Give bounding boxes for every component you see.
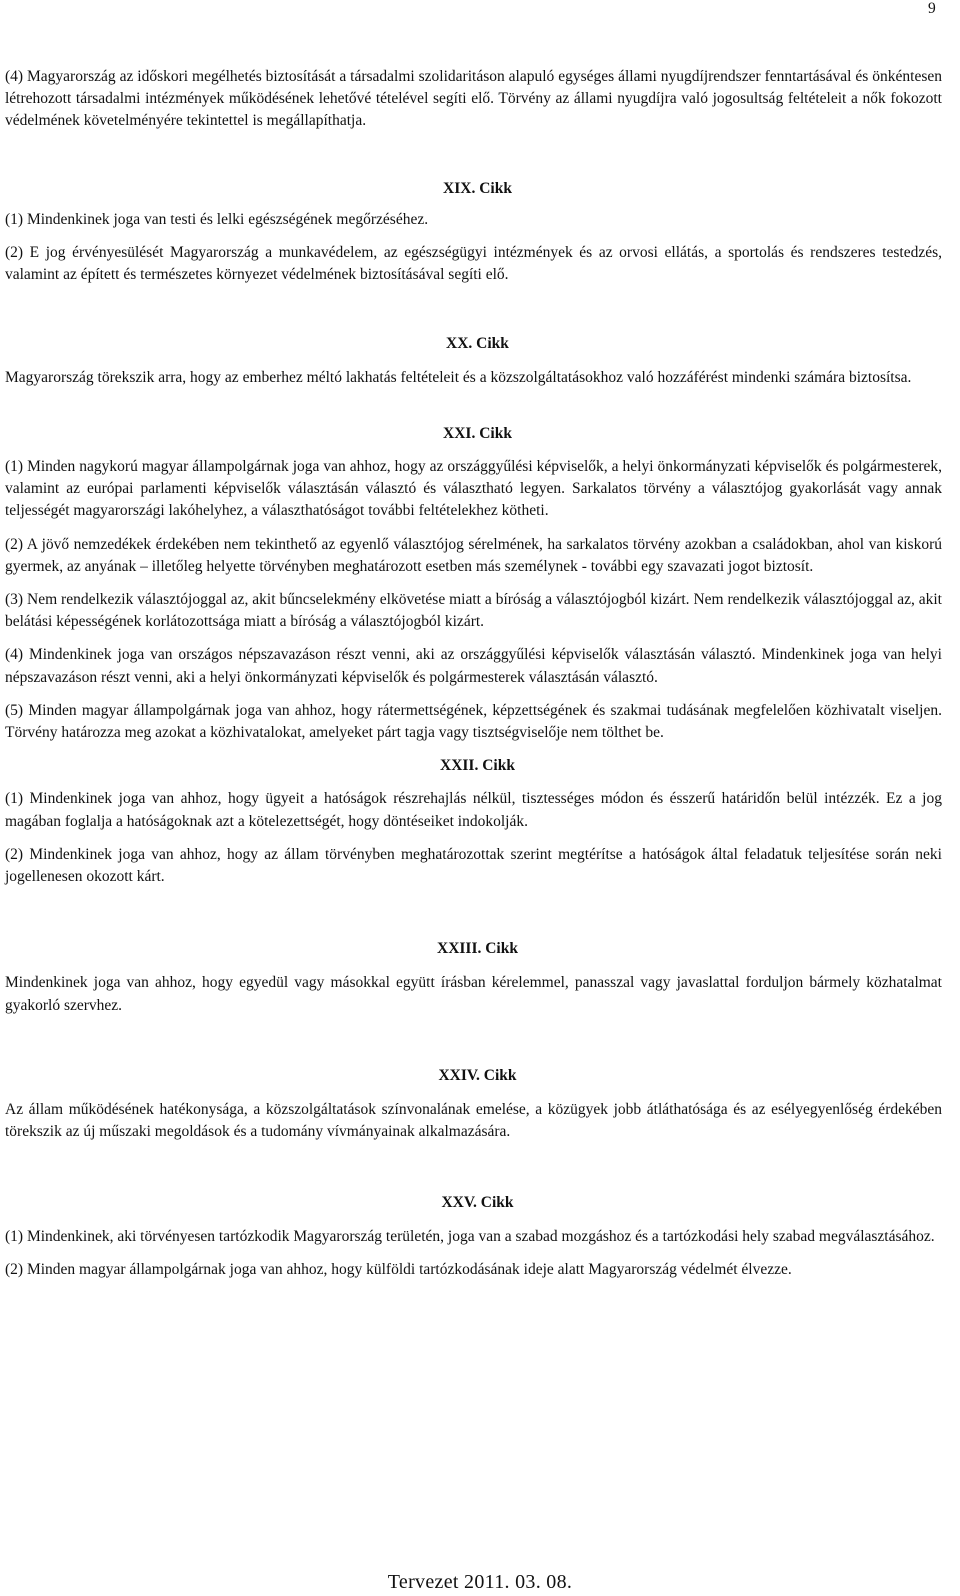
article-xix: [5, 178, 942, 287]
article-xxii: [5, 755, 942, 888]
article-paragraph: (5) Minden magyar állampolgárnak joga van ahhoz, hogy rátermettségének, képzettségének és szakmai tudásának megfelelően közhivatalt viseljen. Törvény határozza meg azokat a közhivatalokat, amelyeket párt tagja vagy tisztségviselője nem tölthet be.: [5, 701, 942, 742]
article-paragraph: (2) A jövő nemzedékek érdekében nem tekinthető az egyenlő választójog sérelmének, ha sarkalatos törvény azokban a családokban, ahol van kiskorú gyermek, az anyának – illetőleg helyette törvényben meghatározott esetben más személynek - további egy szavazati jogot biztosít.: [5, 535, 942, 575]
article-xxi: [5, 423, 942, 744]
article-paragraph: (1) Minden nagykorú magyar állampolgárnak joga van ahhoz, hogy az országgyűlési képviselők, a helyi önkormányzati képviselők és polgármesterek, valamint az európai parlamenti képviselők választásán választó és választható legyen. Sarkalatos törvény a választójog gyakorlását vagy annak teljességét magyarországi lakóhelyhez, a választhatóságot további feltételekhez kötheti.: [5, 458, 942, 520]
article-paragraph: (3) Nem rendelkezik választójoggal az, akit bűncselekmény elkövetése miatt a bíróság a választójogból kizárt. Nem rendelkezik választójoggal az, akit belátási képességének korlátozottsága miatt a bíróság a választójogból kizárt.: [5, 591, 942, 631]
article-paragraph: (1) Mindenkinek joga van testi és lelki egészségének megőrzéséhez.: [5, 210, 429, 228]
article-paragraph: Az állam működésének hatékonysága, a közszolgáltatások színvonalának emelése, a közügyek jobb átláthatósága és az esélyegyenlőség érdekében törekszik az új műszaki megoldások és a tudomány vívmányainak alkalmazására.: [5, 1101, 942, 1141]
document-body: [5, 66, 942, 1292]
article-paragraph: (2) Mindenkinek joga van ahhoz, hogy az állam törvényben meghatározottak szerint megtérítse a hatóságok által feladatuk teljesítése során neki jogellenesen okozott kárt.: [5, 845, 942, 886]
article-heading: XIX. Cikk: [443, 179, 512, 197]
article-heading: XXII. Cikk: [440, 757, 515, 775]
article-paragraph: (2) Minden magyar állampolgárnak joga van ahhoz, hogy külföldi tartózkodásának ideje alatt Magyarország védelmét élvezze.: [5, 1260, 792, 1278]
article-paragraph: (2) E jog érvényesülését Magyarország a munkavédelem, az egészségügyi intézmények és az orvosi ellátás, a sportolás és rendszeres testedzés, valamint az épített és természetes környezet védelmének biztosításával segíti elő.: [5, 244, 942, 284]
article-xxv: [5, 1192, 942, 1282]
article-xx: [5, 333, 942, 388]
article-heading: XXI. Cikk: [443, 424, 512, 442]
article-paragraph: Mindenkinek joga van ahhoz, hogy egyedül vagy másokkal együtt írásban kérelemmel, panasszal vagy javaslattal forduljon bármely közhatalmat gyakorló szervhez.: [5, 974, 942, 1014]
article-heading: XX. Cikk: [446, 335, 509, 353]
article-paragraph: (1) Mindenkinek, aki törvényesen tartózkodik Magyarország területén, joga van a szabad mozgáshoz és a tartózkodási hely szabad megválasztásához.: [5, 1227, 935, 1245]
article-xxiv: [5, 1065, 942, 1144]
footer-draft-date: Tervezet 2011. 03. 08.: [387, 1571, 573, 1593]
article-paragraph: (4) Mindenkinek joga van országos népszavazáson részt venni, aki az országgyűlési képviselők választásán választó. Mindenkinek joga van helyi népszavazáson részt venni, aki a helyi önkormányzati képviselők és polgármesterek választásán választó.: [5, 646, 942, 686]
intro-paragraph: (4) Magyarország az időskori megélhetés biztosítását a társadalmi szolidaritáson alapuló egységes állami nyugdíjrendszer fenntartásával és önkéntesen létrehozott társadalmi intézmények működésének lehetővé tételével segíti elő. Törvény az állami nyugdíjra való jogosultság feltételeit a nők fokozott védelmének követelményére tekintettel is megállapíthatja.: [5, 68, 942, 130]
article-xxiii: [5, 938, 942, 1017]
page-number: 9: [928, 0, 936, 17]
article-heading: XXIV. Cikk: [438, 1066, 517, 1084]
article-heading: XXIII. Cikk: [437, 940, 518, 958]
article-heading: XXV. Cikk: [441, 1193, 514, 1211]
article-paragraph: Magyarország törekszik arra, hogy az emberhez méltó lakhatás feltételeit és a közszolgáltatásokhoz való hozzáférést mindenki számára biztosítsa.: [5, 368, 912, 386]
article-paragraph: (1) Mindenkinek joga van ahhoz, hogy ügyeit a hatóságok részrehajlás nélkül, tisztességes módon és ésszerű határidőn belül intézzék. Ez a jog magában foglalja a hatóságoknak azt a kötelezettségét, hogy döntéseiket indokolják.: [5, 790, 942, 830]
